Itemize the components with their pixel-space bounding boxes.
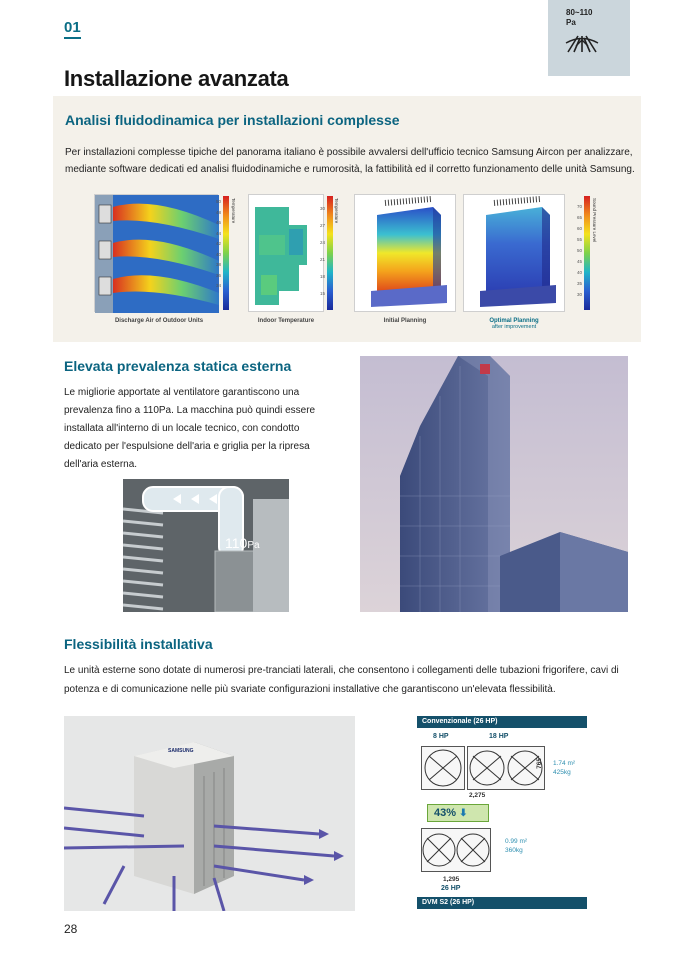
- scale-label-1: Temperature: [231, 198, 236, 224]
- temperature-ticks-1: 50 48 46 44 42 40 38 36 34: [215, 199, 221, 288]
- flexibility-paragraph: Le unità esterne sono dotate di numerosi pre-tranciati laterali, che consentono i collegamenti delle tubazioni frigorifere, cavi di potenza e di comunicazione nelle più svariate configurazioni installative che garantiscono un'elevata flessibilità.: [64, 665, 619, 695]
- outdoor-unit-image: [64, 716, 355, 911]
- duct-pressure-value: 110: [225, 535, 248, 551]
- top-area: 1.74 m²: [553, 760, 576, 767]
- temperature-scale-2: [327, 196, 333, 310]
- temperature-ticks-2: 30 27 24 21 18 15: [319, 206, 325, 296]
- conventional-fans: [419, 744, 549, 792]
- conventional-bar: Convenzionale (26 HP): [417, 716, 587, 728]
- label-8hp: 8 HP: [433, 733, 449, 740]
- sound-scale: [584, 196, 590, 310]
- skyscraper-image: [360, 356, 628, 612]
- temperature-scale-1: [223, 196, 229, 310]
- label-18hp: 18 HP: [489, 733, 509, 740]
- initial-planning-image: [355, 195, 457, 313]
- discharge-air-image: [95, 195, 219, 313]
- page-number: 28: [64, 922, 78, 936]
- top-width: 2,275: [469, 792, 486, 799]
- caption-indoor: Indoor Temperature: [257, 318, 315, 324]
- optimal-planning-image: [464, 195, 566, 313]
- reduction-badge: [427, 804, 489, 822]
- cfd-panel-initial: [354, 194, 456, 312]
- bottom-area: 0.99 m²: [505, 838, 528, 845]
- caption-optimal-sub: after improvement: [491, 324, 537, 330]
- down-arrow-icon: ⬇: [459, 808, 468, 819]
- flexibility-heading: Flessibilità installativa: [64, 636, 213, 652]
- pressure-badge: [548, 0, 630, 76]
- footprint-comparison: [417, 716, 587, 911]
- cfd-panel-optimal: [463, 194, 565, 312]
- static-pressure-heading: Elevata prevalenza statica esterna: [64, 358, 292, 374]
- scale-label-2: Temperature: [334, 198, 339, 224]
- fan-pressure-icon: [562, 32, 602, 54]
- caption-optimal-title: Optimal Planning: [489, 318, 539, 324]
- duct-pressure-unit: Pa: [247, 540, 260, 551]
- caption-optimal: [463, 318, 565, 330]
- cfd-panel-discharge: [94, 194, 218, 312]
- top-weight: 425kg: [553, 769, 571, 776]
- page-title: Installazione avanzata: [64, 66, 289, 91]
- dvm-bar: DVM S2 (26 HP): [417, 897, 587, 909]
- label-26hp: 26 HP: [441, 885, 461, 892]
- sound-ticks: 70 65 60 55 50 45 40 35 30: [576, 204, 582, 297]
- cfd-heading: Analisi fluidodinamica per installazioni complesse: [65, 112, 400, 128]
- bottom-weight: 360kg: [505, 847, 523, 854]
- reduction-value: 43%: [434, 807, 457, 819]
- sound-scale-label: Sound Pressure Level: [592, 198, 597, 243]
- bottom-width: 1,295: [443, 876, 460, 883]
- static-pressure-paragraph: Le migliorie apportate al ventilatore garantiscono una prevalenza fino a 110Pa. La macchina può quindi essere installata all'interno di un locale tecnico, con condotto dedicato per l'espulsione dell'aria e griglia per la ripresa dell'aria esterna.: [64, 387, 316, 470]
- cfd-paragraph: Per installazioni complesse tipiche del panorama italiano è possibile avvalersi dell'ufficio tecnico Samsung Aircon per analizzare, mediante software dedicati ed analisi fluidodinamiche e rumorosità, la fattibilità ed il corretto funzionamento delle unità Samsung.: [65, 147, 635, 175]
- badge-text: 80~110 Pa: [566, 8, 593, 27]
- section-number: 01: [64, 20, 81, 39]
- caption-initial: Initial Planning: [383, 318, 427, 324]
- duct-installation-image: [123, 479, 289, 612]
- height-dim: 765: [536, 758, 543, 769]
- caption-discharge: Discharge Air of Outdoor Units: [114, 318, 204, 324]
- dvm-fans: [419, 826, 495, 874]
- unit-brand: SAMSUNG: [168, 748, 194, 754]
